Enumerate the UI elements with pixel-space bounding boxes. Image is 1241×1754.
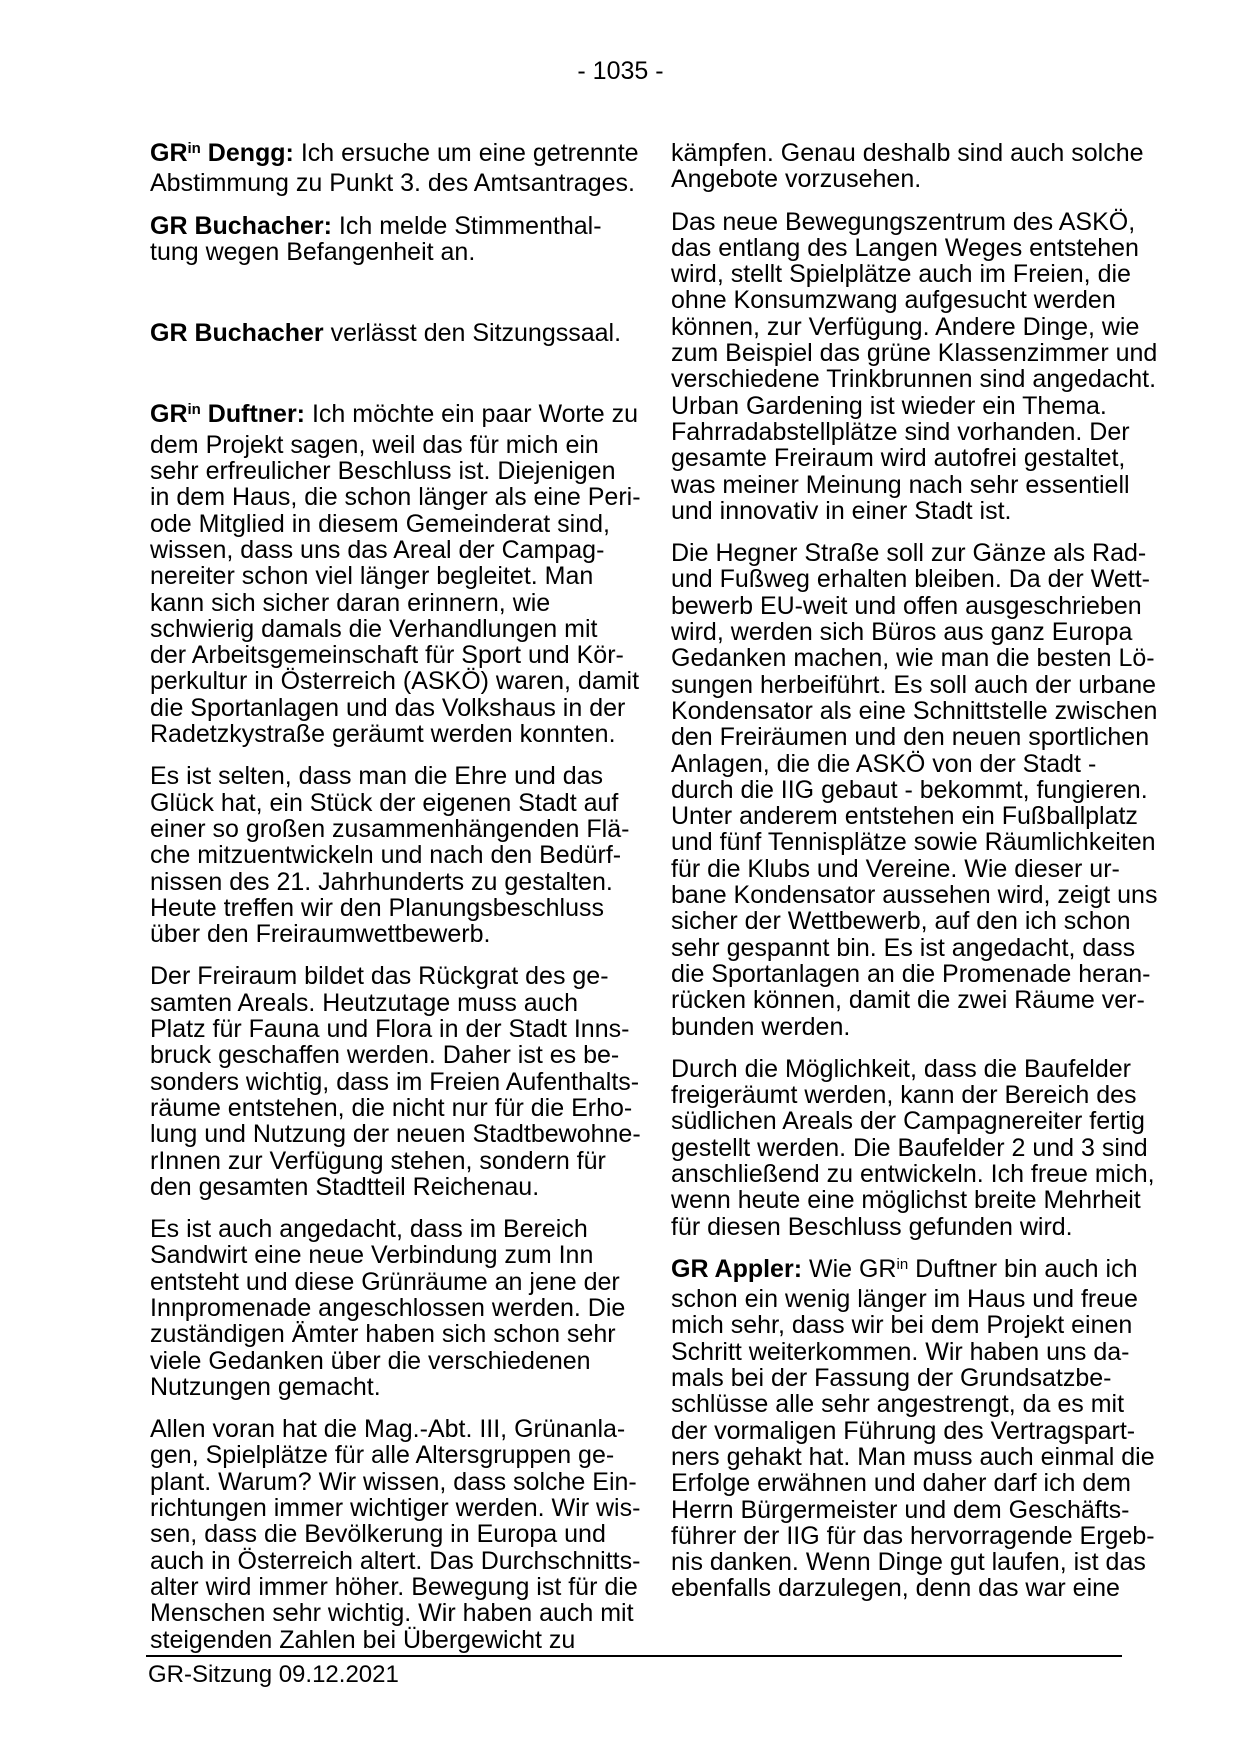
speaker-name: GR Buchacher: bbox=[150, 211, 332, 240]
text-line bbox=[671, 1256, 1136, 1286]
page-number: - 1035 - bbox=[577, 57, 664, 85]
text-line: und fünf Tennisplätze sowie Räumlichkeiten bbox=[671, 828, 1156, 857]
speaker-name: GR Buchacher bbox=[150, 319, 324, 348]
text-line: Allen voran hat die Mag.-Abt. III, Grünanla- bbox=[150, 1415, 626, 1444]
text-line: Das neue Bewegungszentrum des ASKÖ, bbox=[671, 207, 1136, 236]
text-line: ners gehakt hat. Man muss auch einmal die bbox=[671, 1442, 1155, 1471]
text-line: alter wird immer höher. Bewegung ist für die bbox=[150, 1572, 638, 1601]
text-line: sicher der Wettbewerb, auf den ich schon bbox=[671, 907, 1131, 936]
text-line: Glück hat, ein Stück der eigenen Stadt auf bbox=[150, 788, 619, 817]
text-line: ode Mitglied in diesem Gemeinderat sind, bbox=[150, 509, 610, 538]
text-line: für diesen Beschluss gefunden wird. bbox=[671, 1212, 1073, 1241]
paragraph bbox=[150, 1215, 626, 1401]
speaker-name: GR Appler: bbox=[671, 1254, 803, 1283]
paragraph bbox=[671, 139, 1144, 194]
text-line: rücken können, damit die zwei Räume ver- bbox=[671, 986, 1145, 1015]
text-line: in dem Haus, die schon länger als eine Peri- bbox=[150, 483, 641, 512]
text-line: schon ein wenig länger im Haus und freue bbox=[671, 1285, 1138, 1314]
text-line: Schritt weiterkommen. Wir haben uns da- bbox=[671, 1337, 1130, 1366]
text-line: wird, stellt Spielplätze auch im Freien, die bbox=[671, 260, 1131, 289]
text-line: die Sportanlagen und das Volkshaus in der bbox=[150, 693, 626, 722]
text-line: und innovativ in einer Stadt ist. bbox=[671, 496, 1012, 525]
text-line: Anlagen, die die ASKÖ von der Stadt - bbox=[671, 749, 1097, 778]
text-line: auch in Österreich altert. Das Durchschnitts- bbox=[150, 1546, 641, 1575]
text-line: entsteht und diese Grünräume an jene der bbox=[150, 1267, 620, 1296]
body-text: Ich möchte ein paar Worte zu bbox=[305, 400, 639, 429]
paragraph bbox=[671, 207, 1158, 525]
text-line: wissen, dass uns das Areal der Campag- bbox=[150, 535, 605, 564]
paragraph bbox=[150, 319, 622, 348]
text-line: sehr erfreulicher Beschluss ist. Diejenigen bbox=[150, 457, 616, 486]
text-line: Menschen sehr wichtig. Wir haben auch mit bbox=[150, 1599, 634, 1628]
text-line: räume entstehen, die nicht nur für die Erho- bbox=[150, 1093, 633, 1122]
text-line: können, zur Verfügung. Andere Dinge, wie bbox=[671, 312, 1140, 341]
text-line: verschiedene Trinkbrunnen sind angedacht. bbox=[671, 365, 1157, 394]
text-line: über den Freiraumwettbewerb. bbox=[150, 920, 491, 949]
text-line: zuständigen Ämter haben sich schon sehr bbox=[150, 1320, 616, 1349]
paragraph bbox=[150, 400, 641, 749]
text-line: wenn heute eine möglichst breite Mehrheit bbox=[671, 1186, 1141, 1215]
superscript-text: in bbox=[896, 1255, 909, 1273]
speaker-name: GR bbox=[150, 400, 188, 429]
text-line: gen, Spielplätze für alle Altersgruppen ge- bbox=[150, 1441, 615, 1470]
text-line: freigeräumt werden, kann der Bereich des bbox=[671, 1081, 1137, 1110]
text-line: führer der IIG für das hervorragende Ergeb- bbox=[671, 1521, 1155, 1550]
text-line bbox=[150, 213, 615, 239]
text-line: Abstimmung zu Punkt 3. des Amtsantrages. bbox=[150, 169, 635, 198]
text-line: viele Gedanken über die verschiedenen bbox=[150, 1346, 591, 1375]
text-line: gestellt werden. Die Baufelder 2 und 3 sind bbox=[671, 1133, 1148, 1162]
body-text: Ich ersuche um eine getrennte bbox=[293, 139, 639, 167]
text-line: einer so großen zusammenhängenden Flä- bbox=[150, 814, 630, 843]
text-line: sungen herbeiführt. Es soll auch der urbane bbox=[671, 670, 1157, 699]
text-line: der Arbeitsgemeinschaft für Sport und Kör- bbox=[150, 641, 624, 670]
text-line: ohne Konsumzwang aufgesucht werden bbox=[671, 286, 1116, 315]
text-line: Platz für Fauna und Flora in der Stadt Inns- bbox=[150, 1015, 630, 1044]
text-line: und Fußweg erhalten bleiben. Da der Wett- bbox=[671, 565, 1150, 594]
text-line: Durch die Möglichkeit, dass die Baufelder bbox=[671, 1054, 1131, 1083]
text-line: steigenden Zahlen bei Übergewicht zu bbox=[150, 1625, 576, 1654]
text-line bbox=[150, 400, 639, 431]
text-line: kämpfen. Genau deshalb sind auch solche bbox=[671, 139, 1144, 167]
text-line: kann sich sicher daran erinnern, wie bbox=[150, 588, 551, 617]
speaker-name: Dengg: bbox=[200, 139, 294, 167]
text-line: nis danken. Wenn Dinge gut laufen, ist das bbox=[671, 1548, 1146, 1577]
text-line: Heute treffen wir den Planungsbeschluss bbox=[150, 893, 604, 922]
paragraph bbox=[671, 1254, 1155, 1603]
text-line: mals bei der Fassung der Grundsatzbe- bbox=[671, 1364, 1112, 1393]
text-line: Gedanken machen, wie man die besten Lö- bbox=[671, 644, 1155, 673]
footer-rule bbox=[146, 1655, 1122, 1657]
text-line: schwierig damals die Verhandlungen mit bbox=[150, 614, 598, 643]
text-line: sen, dass die Bevölkerung in Europa und bbox=[150, 1520, 606, 1549]
speaker-name: in bbox=[187, 140, 201, 157]
text-line: der vormaligen Führung des Vertragspart- bbox=[671, 1416, 1136, 1445]
paragraph bbox=[150, 213, 615, 266]
column-right bbox=[671, 139, 1158, 1603]
text-line: sehr gespannt bin. Es ist angedacht, dass bbox=[671, 933, 1136, 962]
footer-text: GR-Sitzung 09.12.2021 bbox=[148, 1661, 399, 1688]
body-text: Duftner bin auch ich bbox=[908, 1254, 1138, 1283]
text-line: Angebote vorzusehen. bbox=[671, 165, 922, 194]
speaker-name: Duftner: bbox=[200, 400, 305, 429]
text-line: Es ist auch angedacht, dass im Bereich bbox=[150, 1215, 588, 1244]
text-line: Urban Gardening ist wieder ein Thema. bbox=[671, 391, 1107, 420]
text-line: mich sehr, dass wir bei dem Projekt einen bbox=[671, 1311, 1133, 1340]
text-line: Fahrradabstellplätze sind vorhanden. Der bbox=[671, 417, 1130, 446]
paragraph bbox=[150, 962, 641, 1201]
paragraph bbox=[150, 1415, 641, 1654]
text-line: che mitzuentwickeln und nach den Bedürf- bbox=[150, 841, 622, 870]
text-line: anschließend zu entwickeln. Ich freue mich, bbox=[671, 1159, 1155, 1188]
text-line: ebenfalls darzulegen, denn das war eine bbox=[671, 1574, 1120, 1603]
text-line: Herrn Bürgermeister und dem Geschäfts- bbox=[671, 1495, 1130, 1524]
text-line: das entlang des Langen Weges entstehen bbox=[671, 233, 1139, 262]
text-line: Es ist selten, dass man die Ehre und das bbox=[150, 762, 604, 791]
paragraph bbox=[150, 762, 630, 949]
text-line: was meiner Meinung nach sehr essentiell bbox=[671, 470, 1130, 499]
text-line: nissen des 21. Jahrhunderts zu gestalten. bbox=[150, 867, 613, 896]
paragraph bbox=[671, 539, 1158, 1041]
text-line: für die Klubs und Vereine. Wie dieser ur- bbox=[671, 854, 1120, 883]
text-line: bewerb EU-weit und offen ausgeschrieben bbox=[671, 591, 1142, 620]
text-line: Nutzungen gemacht. bbox=[150, 1372, 381, 1401]
text-line: rInnen zur Verfügung stehen, sondern für bbox=[150, 1146, 606, 1175]
text-line: Kondensator als eine Schnittstelle zwischen bbox=[671, 696, 1158, 725]
text-line: Die Hegner Straße soll zur Gänze als Rad- bbox=[671, 539, 1147, 568]
text-line bbox=[150, 139, 639, 170]
speaker-name: in bbox=[187, 401, 201, 419]
body-text: Ich melde Stimmenthal- bbox=[331, 211, 602, 240]
text-line: dem Projekt sagen, weil das für mich ein bbox=[150, 430, 599, 459]
text-line: zum Beispiel das grüne Klassenzimmer und bbox=[671, 339, 1158, 368]
text-line: samten Areals. Heutzutage muss auch bbox=[150, 988, 579, 1017]
text-line: bunden werden. bbox=[671, 1012, 851, 1041]
text-line: nereiter schon viel länger begleitet. Man bbox=[150, 562, 594, 591]
text-line: südlichen Areals der Campagnereiter fertig bbox=[671, 1107, 1145, 1136]
text-line: den gesamten Stadtteil Reichenau. bbox=[150, 1172, 540, 1201]
text-line: richtungen immer wichtiger werden. Wir wis- bbox=[150, 1494, 641, 1523]
text-line: bane Kondensator aussehen wird, zeigt uns bbox=[671, 881, 1158, 910]
text-line: den Freiräumen und den neuen sportlichen bbox=[671, 723, 1150, 752]
text-line: Unter anderem entstehen ein Fußballplatz bbox=[671, 802, 1138, 831]
text-line: Innpromenade angeschlossen werden. Die bbox=[150, 1293, 626, 1322]
text-line: schlüsse alle sehr angestrengt, da es mit bbox=[671, 1390, 1125, 1419]
text-line: Erfolge erwähnen und daher darf ich dem bbox=[671, 1469, 1132, 1498]
text-line: durch die IIG gebaut - bekommt, fungieren. bbox=[671, 775, 1148, 804]
text-line: tung wegen Befangenheit an. bbox=[150, 237, 476, 266]
body-text: verlässt den Sitzungssaal. bbox=[323, 319, 622, 348]
text-line: Radetzkystraße geräumt werden konnten. bbox=[150, 720, 616, 749]
paragraph bbox=[671, 1054, 1155, 1241]
column-left bbox=[150, 139, 641, 1654]
text-line: wird, werden sich Büros aus ganz Europa bbox=[671, 618, 1133, 647]
text-line: plant. Warum? Wir wissen, dass solche Ein- bbox=[150, 1467, 637, 1496]
text-line: lung und Nutzung der neuen Stadtbewohne- bbox=[150, 1120, 641, 1149]
speaker-name: GR bbox=[150, 139, 188, 167]
text-line: Der Freiraum bildet das Rückgrat des ge- bbox=[150, 962, 609, 991]
text-line: die Sportanlagen an die Promenade heran- bbox=[671, 959, 1151, 988]
text-line: gesamte Freiraum wird autofrei gestaltet, bbox=[671, 444, 1126, 473]
body-text: Wie GR bbox=[802, 1254, 897, 1283]
text-line: bruck geschaffen werden. Daher ist es be- bbox=[150, 1041, 620, 1070]
text-line bbox=[150, 319, 622, 348]
text-line: Sandwirt eine neue Verbindung zum Inn bbox=[150, 1241, 594, 1270]
text-line: sonders wichtig, dass im Freien Aufenthalts- bbox=[150, 1067, 640, 1096]
text-line: perkultur in Österreich (ASKÖ) waren, damit bbox=[150, 667, 640, 696]
paragraph bbox=[150, 139, 639, 198]
